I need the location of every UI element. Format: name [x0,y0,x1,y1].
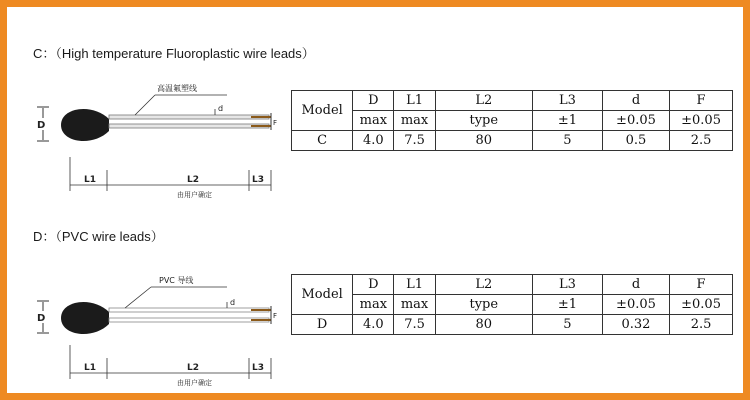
col-header: D [353,275,394,295]
model-cell: D [292,315,353,335]
spec-table-c [291,90,733,151]
lead-wire-top [109,308,269,312]
value-cell: 7.5 [394,131,435,151]
dim-l2-label: L2 [187,363,199,373]
lead-wire-bottom [109,124,269,128]
col-header: d [602,91,669,111]
user-defined-note: 由用户确定 [177,191,212,199]
value-cell: 0.5 [602,131,669,151]
col-tolerance: ±1 [532,295,602,315]
col-header: L3 [532,91,602,111]
model-header: Model [292,91,353,131]
col-tolerance: ±0.05 [670,295,733,315]
section-d-title: D：（PVC wire leads） [33,229,164,244]
col-header: d [602,275,669,295]
col-header: L2 [435,91,532,111]
dim-l1-label: L1 [84,175,96,185]
dim-l3-label: L3 [252,363,264,373]
value-cell: 2.5 [670,131,733,151]
model-cell: C [292,131,353,151]
value-cell: 80 [435,315,532,335]
table-row [292,131,733,151]
dim-d-label: D [37,313,46,324]
dim-d-label: D [37,120,46,131]
dim-f-label: F [273,312,278,320]
col-header: L1 [394,91,435,111]
dim-l2-label: L2 [187,175,199,185]
value-cell: 4.0 [353,131,394,151]
col-tolerance: type [435,111,532,131]
col-header: D [353,91,394,111]
col-header: F [670,91,733,111]
value-cell: 7.5 [394,315,435,335]
lead-wire-bottom [109,318,269,322]
value-cell: 2.5 [670,315,733,335]
col-tolerance: type [435,295,532,315]
section-c-title: C：（High temperature Fluoroplastic wire leads） [33,46,315,61]
value-cell: 5 [532,315,602,335]
value-cell: 5 [532,131,602,151]
user-defined-note: 由用户确定 [177,379,212,387]
dim-f-label: F [273,119,278,127]
col-header: F [670,275,733,295]
col-tolerance: ±0.05 [602,111,669,131]
value-cell: 80 [435,131,532,151]
lead-wire-top [109,115,269,119]
value-cell: 0.32 [602,315,669,335]
col-tolerance: max [394,111,435,131]
model-header: Model [292,275,353,315]
thermistor-bead [61,109,109,141]
col-tolerance: max [353,111,394,131]
dim-small-d-label: d [230,298,236,307]
col-header: L2 [435,275,532,295]
table-row [292,315,733,335]
thermistor-bead [61,302,109,334]
col-tolerance: ±1 [532,111,602,131]
section-d-diagram [27,263,287,388]
col-tolerance: ±0.05 [602,295,669,315]
dim-l1-label: L1 [84,363,96,373]
section-c-diagram [27,75,287,200]
col-tolerance: max [394,295,435,315]
col-tolerance: max [353,295,394,315]
spec-table-d [291,274,733,335]
dim-small-d-label: d [218,104,224,113]
value-cell: 4.0 [353,315,394,335]
col-header: L1 [394,275,435,295]
dim-l3-label: L3 [252,175,264,185]
wire-label: 高温氟塑线 [157,84,197,93]
col-header: L3 [532,275,602,295]
col-tolerance: ±0.05 [670,111,733,131]
wire-label: PVC 导线 [159,276,194,285]
